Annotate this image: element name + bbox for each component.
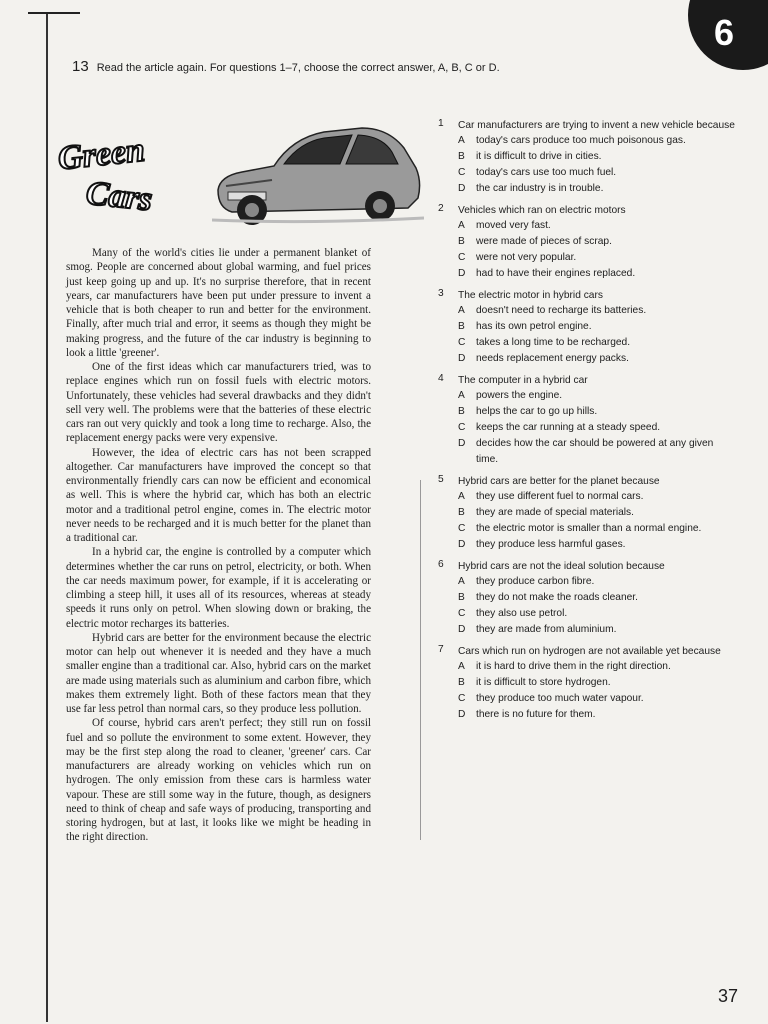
article-paragraph: Of course, hybrid cars aren't perfect; they still run on fossil fuel and so pollute the environment to some extent. However, they may be the first step along the road to cleaner, 'greener' cars. Car manufacturers are already working on vehicles which run on hydrogen. The only emission from these cars is harmless water vapour. These are still some way in the future, though, as designers need to think of cheap and safe ways of producing, transporting and storing hydrogen, but at last, it looks like we might be heading in the right direction.: [66, 717, 371, 844]
option-text: today's cars produce too much poisonous gas.: [476, 135, 686, 146]
option-letter: C: [458, 422, 466, 433]
answer-option: [458, 388, 736, 404]
option-letter: C: [458, 608, 466, 619]
option-letter: B: [458, 406, 465, 417]
option-text: today's cars use too much fuel.: [476, 167, 617, 178]
title-word-cars: Cars: [84, 174, 154, 219]
answer-option: [458, 590, 736, 606]
option-letter: B: [458, 321, 465, 332]
question-stem: Cars which run on hydrogen are not available yet because: [458, 646, 721, 657]
option-letter: B: [458, 507, 465, 518]
question-stem: Hybrid cars are not the ideal solution because: [458, 561, 665, 572]
question-2: [436, 203, 736, 282]
option-text: they do not make the roads cleaner.: [476, 592, 638, 603]
option-text: has its own petrol engine.: [476, 321, 592, 332]
answer-option: [458, 675, 736, 691]
option-text: moved very fast.: [476, 220, 551, 231]
question-list: [436, 118, 736, 729]
question-number: 5: [438, 474, 444, 485]
option-letter: A: [458, 390, 465, 401]
option-letter: B: [458, 592, 465, 603]
answer-option: [458, 218, 736, 234]
option-text: they also use petrol.: [476, 608, 568, 619]
option-letter: C: [458, 523, 466, 534]
answer-option: [458, 420, 736, 436]
option-letter: A: [458, 135, 465, 146]
option-letter: B: [458, 236, 465, 247]
question-number: 7: [438, 644, 444, 655]
answer-option: [458, 489, 736, 505]
answer-option: [458, 234, 736, 250]
answer-option: [458, 266, 736, 282]
option-text: helps the car to go up hills.: [476, 406, 598, 417]
option-text: decides how the car should be powered at any given time.: [476, 438, 714, 465]
answer-option: [458, 335, 736, 351]
answer-option: [458, 351, 736, 367]
option-letter: A: [458, 305, 465, 316]
option-letter: C: [458, 693, 466, 704]
option-letter: D: [458, 539, 466, 550]
option-text: doesn't need to recharge its batteries.: [476, 305, 647, 316]
answer-option: [458, 537, 736, 553]
option-text: it is difficult to drive in cities.: [476, 151, 602, 162]
article-paragraph: In a hybrid car, the engine is controlled by a computer which determines whether the car runs on petrol, electricity, or both. When the car needs maximum power, for example, if it is accelerating or climbing a steep hill, it uses all of its resources, whereas at steady speeds it runs only on petrol. When slowing down or braking, the electric motor recharges its batteries.: [66, 546, 371, 630]
answer-option: [458, 319, 736, 335]
exercise-number: 13: [72, 58, 89, 75]
option-letter: C: [458, 252, 466, 263]
article-title: [52, 120, 222, 230]
unit-number: 6: [714, 12, 735, 53]
answer-option: [458, 303, 736, 319]
option-text: they are made from aluminium.: [476, 624, 617, 635]
option-text: powers the engine.: [476, 390, 563, 401]
option-letter: A: [458, 661, 465, 672]
option-text: the car industry is in trouble.: [476, 183, 604, 194]
option-text: they produce too much water vapour.: [476, 693, 644, 704]
option-text: they produce less harmful gases.: [476, 539, 626, 550]
answer-option: [458, 165, 736, 181]
question-5: [436, 474, 736, 553]
question-number: 2: [438, 203, 444, 214]
column-divider: [420, 480, 421, 840]
option-letter: C: [458, 167, 466, 178]
option-letter: C: [458, 337, 466, 348]
car-illustration: [212, 120, 424, 228]
option-text: were not very popular.: [476, 252, 577, 263]
margin-line: [46, 14, 48, 1022]
article-paragraph: Many of the world's cities lie under a permanent blanket of smog. People are concerned about global warming, and fuel prices just keep going up and up. It's no surprise therefore, that in recent years, car manufacturers have been put under pressure to invent a vehicle that is both cheaper to run and better for the environment. Finally, after much trial and error, it seems as though they might be making progress, and the future of the car industry is beginning to look a little 'greener'.: [66, 247, 371, 359]
option-letter: D: [458, 183, 466, 194]
article-paragraph: However, the idea of electric cars has not been scrapped altogether. Car manufacturers have improved the concept so that environmentally friendly cars can now be efficient and economical as well. This is where the hybrid car, which has both an electric motor and a traditional petrol engine, comes in. The electric motor never needs to be recharged and it is much better for the planet than a traditional car.: [66, 446, 371, 544]
article-paragraph: One of the first ideas which car manufacturers tried, was to replace engines which run on fossil fuels with electric motors. Unfortunately, these vehicles had several drawbacks and they didn't sell very well. The problems were that the batteries of these electric cars ran out very quickly and took a long time to recharge. Also, the replacement energy packs were very expensive.: [66, 361, 371, 445]
question-number: 1: [438, 118, 444, 129]
option-letter: A: [458, 491, 465, 502]
answer-option: [458, 707, 736, 723]
answer-option: [458, 659, 736, 675]
option-text: there is no future for them.: [476, 709, 596, 720]
option-text: had to have their engines replaced.: [476, 268, 636, 279]
option-letter: D: [458, 268, 466, 279]
question-stem: The computer in a hybrid car: [458, 375, 588, 386]
option-letter: A: [458, 576, 465, 587]
question-1: [436, 118, 736, 197]
question-6: [436, 559, 736, 638]
instruction-text: Read the article again. For questions 1–7, choose the correct answer, A, B, C or D.: [96, 62, 500, 74]
option-text: they are made of special materials.: [476, 507, 634, 518]
option-text: keeps the car running at a steady speed.: [476, 422, 661, 433]
question-number: 3: [438, 288, 444, 299]
answer-option: [458, 149, 736, 165]
page-number: 37: [717, 986, 738, 1006]
question-3: [436, 288, 736, 367]
article-body: [66, 246, 371, 845]
answer-option: [458, 521, 736, 537]
unit-tab: [688, 0, 768, 70]
answer-option: [458, 436, 736, 468]
option-text: they produce carbon fibre.: [476, 576, 595, 587]
question-stem: Car manufacturers are trying to invent a new vehicle because: [458, 120, 735, 131]
question-7: [436, 644, 736, 723]
option-text: they use different fuel to normal cars.: [476, 491, 644, 502]
top-rule: [28, 12, 80, 14]
question-4: [436, 373, 736, 468]
question-number: 6: [438, 559, 444, 570]
answer-option: [458, 574, 736, 590]
option-text: were made of pieces of scrap.: [476, 236, 612, 247]
question-number: 4: [438, 373, 444, 384]
answer-option: [458, 181, 736, 197]
question-stem: The electric motor in hybrid cars: [458, 290, 603, 301]
answer-option: [458, 691, 736, 707]
option-letter: B: [458, 151, 465, 162]
title-word-green: Green: [56, 131, 147, 178]
option-text: needs replacement energy packs.: [476, 353, 629, 364]
question-stem: Hybrid cars are better for the planet because: [458, 476, 660, 487]
option-letter: D: [458, 624, 466, 635]
option-letter: A: [458, 220, 465, 231]
option-letter: D: [458, 438, 466, 449]
exercise-instruction: [72, 58, 500, 75]
answer-option: [458, 505, 736, 521]
answer-option: [458, 606, 736, 622]
question-stem: Vehicles which ran on electric motors: [458, 205, 626, 216]
option-letter: B: [458, 677, 465, 688]
answer-option: [458, 404, 736, 420]
answer-option: [458, 250, 736, 266]
option-letter: D: [458, 709, 466, 720]
article-paragraph: Hybrid cars are better for the environment because the electric motor can help out whenever it is needed and they have a much smaller engine than a traditional car. Also, hybrid cars on the market are made using materials such as aluminium and carbon fibre, which makes them extremely light. Both of these factors mean that they use far less petrol than normal cars, so they produce less pollution.: [66, 631, 371, 715]
option-text: it is difficult to store hydrogen.: [476, 677, 611, 688]
answer-option: [458, 133, 736, 149]
answer-option: [458, 622, 736, 638]
option-letter: D: [458, 353, 466, 364]
option-text: the electric motor is smaller than a normal engine.: [476, 523, 702, 534]
option-text: takes a long time to be recharged.: [476, 337, 631, 348]
option-text: it is hard to drive them in the right direction.: [476, 661, 671, 672]
